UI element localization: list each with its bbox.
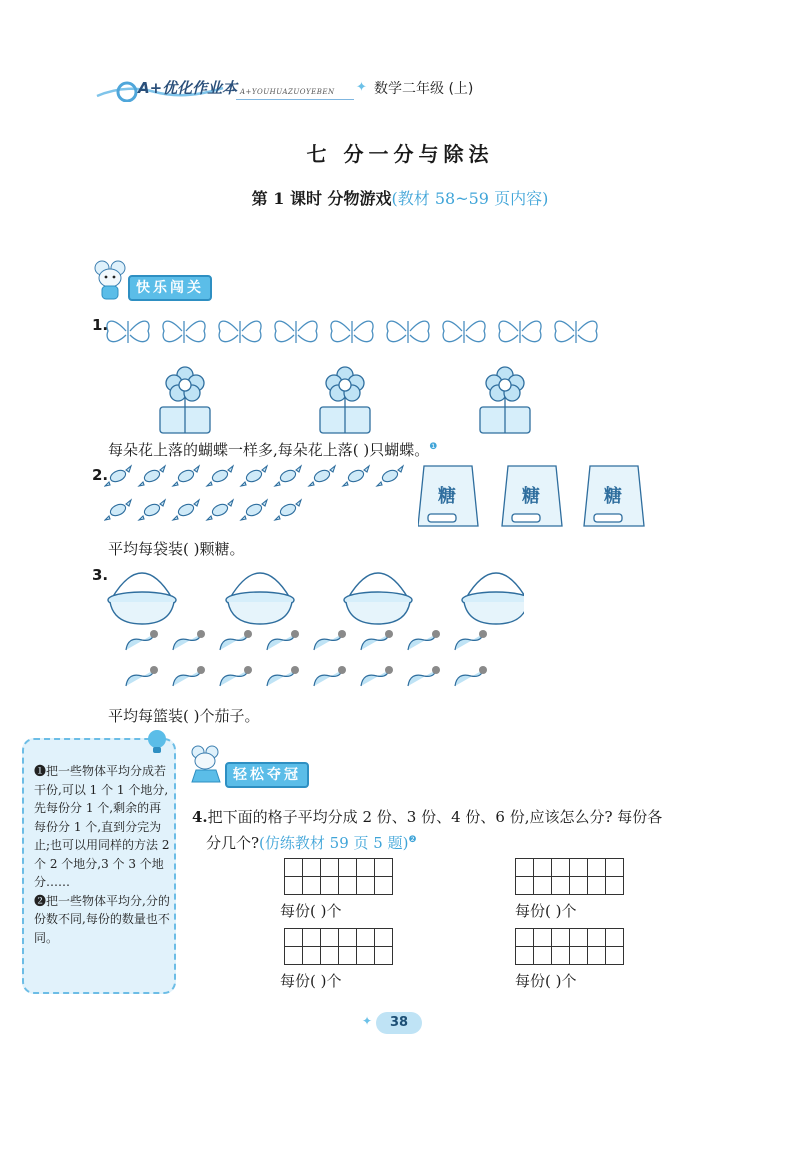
grid-1 [284, 858, 393, 895]
tips-text [34, 762, 170, 947]
grid-3 [284, 928, 393, 965]
grid-2 [515, 858, 624, 895]
basket-icon [104, 560, 524, 626]
grade-label: 数学二年级 (上) [374, 81, 474, 97]
butterfly-icon [104, 313, 604, 349]
answer-2: 每份( )个 [515, 902, 577, 920]
q1-ref: ❶ [429, 442, 438, 452]
answer-1: 每份( )个 [280, 902, 342, 920]
brand-name: A+优化作业本 [138, 79, 238, 97]
unit-title: 七 分一分与除法 [306, 142, 494, 166]
q4-number: 4. [192, 808, 208, 826]
star-icon: ✦ [362, 1014, 373, 1028]
header-divider [236, 99, 354, 100]
lightbulb-icon [144, 728, 170, 758]
section-badge-win: 轻松夺冠 [225, 762, 309, 788]
mouse-mascot-icon [88, 258, 132, 302]
q4-line1: 把下面的格子平均分成 2 份、3 份、4 份、6 份,应该怎么分? 每份各 [207, 808, 663, 826]
candy-bags [418, 460, 648, 532]
q4-line2: 分几个? [206, 834, 260, 852]
lesson-note: (教材 58~59 页内容) [391, 189, 549, 208]
flower-icon [150, 365, 550, 435]
running-mouse-icon [184, 744, 230, 784]
section-badge-happy: 快乐闯关 [128, 275, 212, 301]
lesson-title [0, 186, 800, 209]
q4-ref: ❷ [408, 835, 417, 845]
q1-number: 1. [92, 316, 109, 334]
bag-label-3: 糖 [604, 486, 622, 507]
answer-4: 每份( )个 [515, 972, 577, 990]
tip-1: ❶把一些物体平均分成若干份,可以 1 个 1 个地分,先每份分 1 个,剩余的再每份分 1 个,直到分完为止;也可以用同样的方法 2 个 2 个地分,3 个 3 个地分…… [34, 764, 170, 889]
q4-text-line2 [206, 832, 417, 853]
q4-note: (仿练教材 59 页 5 题) [259, 834, 409, 852]
eggplant-icon [124, 628, 494, 698]
star-icon: ✦ [356, 80, 367, 95]
q1-text [108, 439, 437, 460]
q1-question: 每朵花上落的蝴蝶一样多,每朵花上落( )只蝴蝶。 [108, 441, 430, 459]
answer-3: 每份( )个 [280, 972, 342, 990]
q2-text: 平均每袋装( )颗糖。 [108, 540, 245, 558]
bag-label-2: 糖 [522, 486, 540, 507]
bag-label-1: 糖 [438, 486, 456, 507]
grid-4 [515, 928, 624, 965]
q3-number: 3. [92, 566, 109, 584]
brand-subtitle: A+YOUHUAZUOYEBEN [240, 88, 335, 96]
lesson-name: 第 1 课时 分物游戏 [251, 189, 392, 208]
candy-icon [104, 462, 414, 532]
q2-number: 2. [92, 466, 109, 484]
tip-2: ❷把一些物体平均分,分的份数不同,每份的数量也不同。 [34, 893, 170, 945]
q3-text: 平均每篮装( )个茄子。 [108, 707, 260, 725]
butterfly-row [104, 313, 604, 349]
q4-text [192, 806, 732, 827]
page-number: 38 [376, 1012, 422, 1034]
